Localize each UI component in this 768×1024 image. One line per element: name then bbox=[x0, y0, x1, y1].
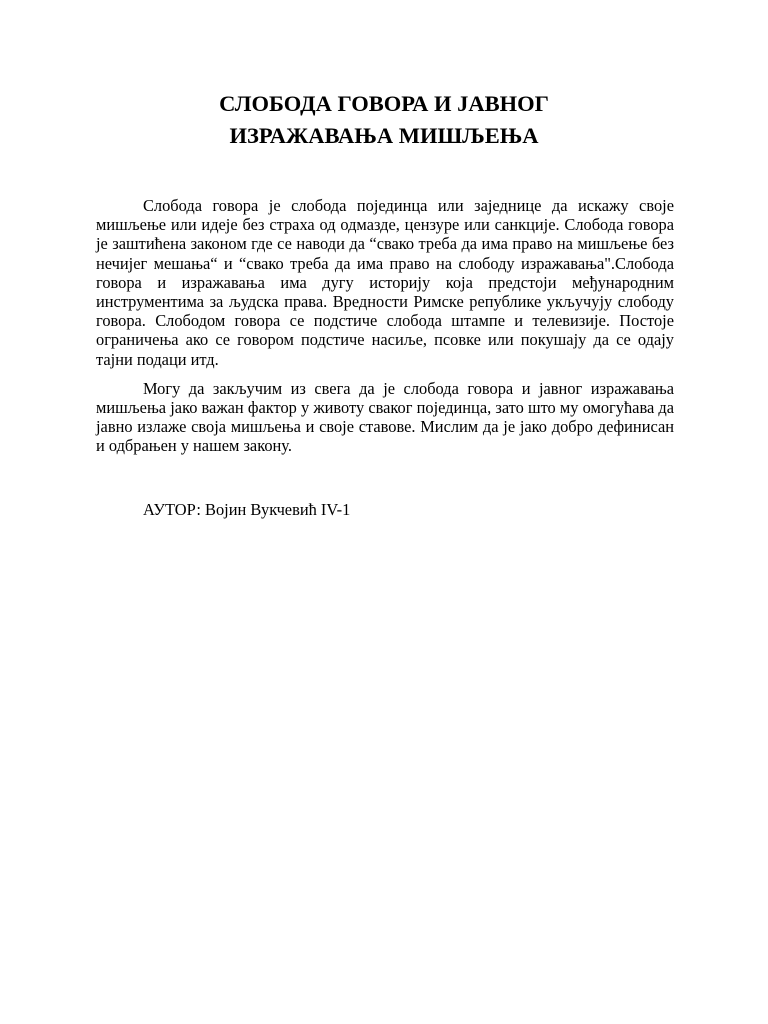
document-body bbox=[96, 196, 674, 456]
document-title bbox=[0, 88, 768, 152]
paragraph-2: Могу да закључим из свега да је слобода говора и јавног изражавања мишљења јако важан фактор у животу сваког појединца, зато што му омогућава да јавно излаже своја мишљења и своје ставове. Мислим да је јако добро дефинисан и одбрањен у нашем закону. bbox=[96, 378, 674, 456]
title-line-1: СЛОБОДА ГОВОРА И ЈАВНОГ bbox=[219, 91, 549, 116]
author-line: АУТОР: Војин Вукчевић IV-1 bbox=[143, 500, 351, 519]
paragraph-1: Слобода говора је слобода појединца или заједнице да искажу своје мишљење или идеје без страха од одмазде, цензуре или санкције. Слобода говора је заштићена законом где се наводи да “свако треба да има право на мишљење без нечијег мешања“ и “свако треба да има право на слободу изражавања".Слобода говора и изражавања има дугу историју која предстоји међународним инструментима за људска права. Вредности Римске републике укључују слободу говора. Слободом говора се подстиче слобода штампе и телевизије. Постоје ограничења ако се говором подстиче насиље, псовке или покушају да се одају тајни подаци итд. bbox=[96, 196, 674, 369]
title-line-2: ИЗРАЖАВАЊА МИШЉЕЊА bbox=[229, 123, 539, 148]
